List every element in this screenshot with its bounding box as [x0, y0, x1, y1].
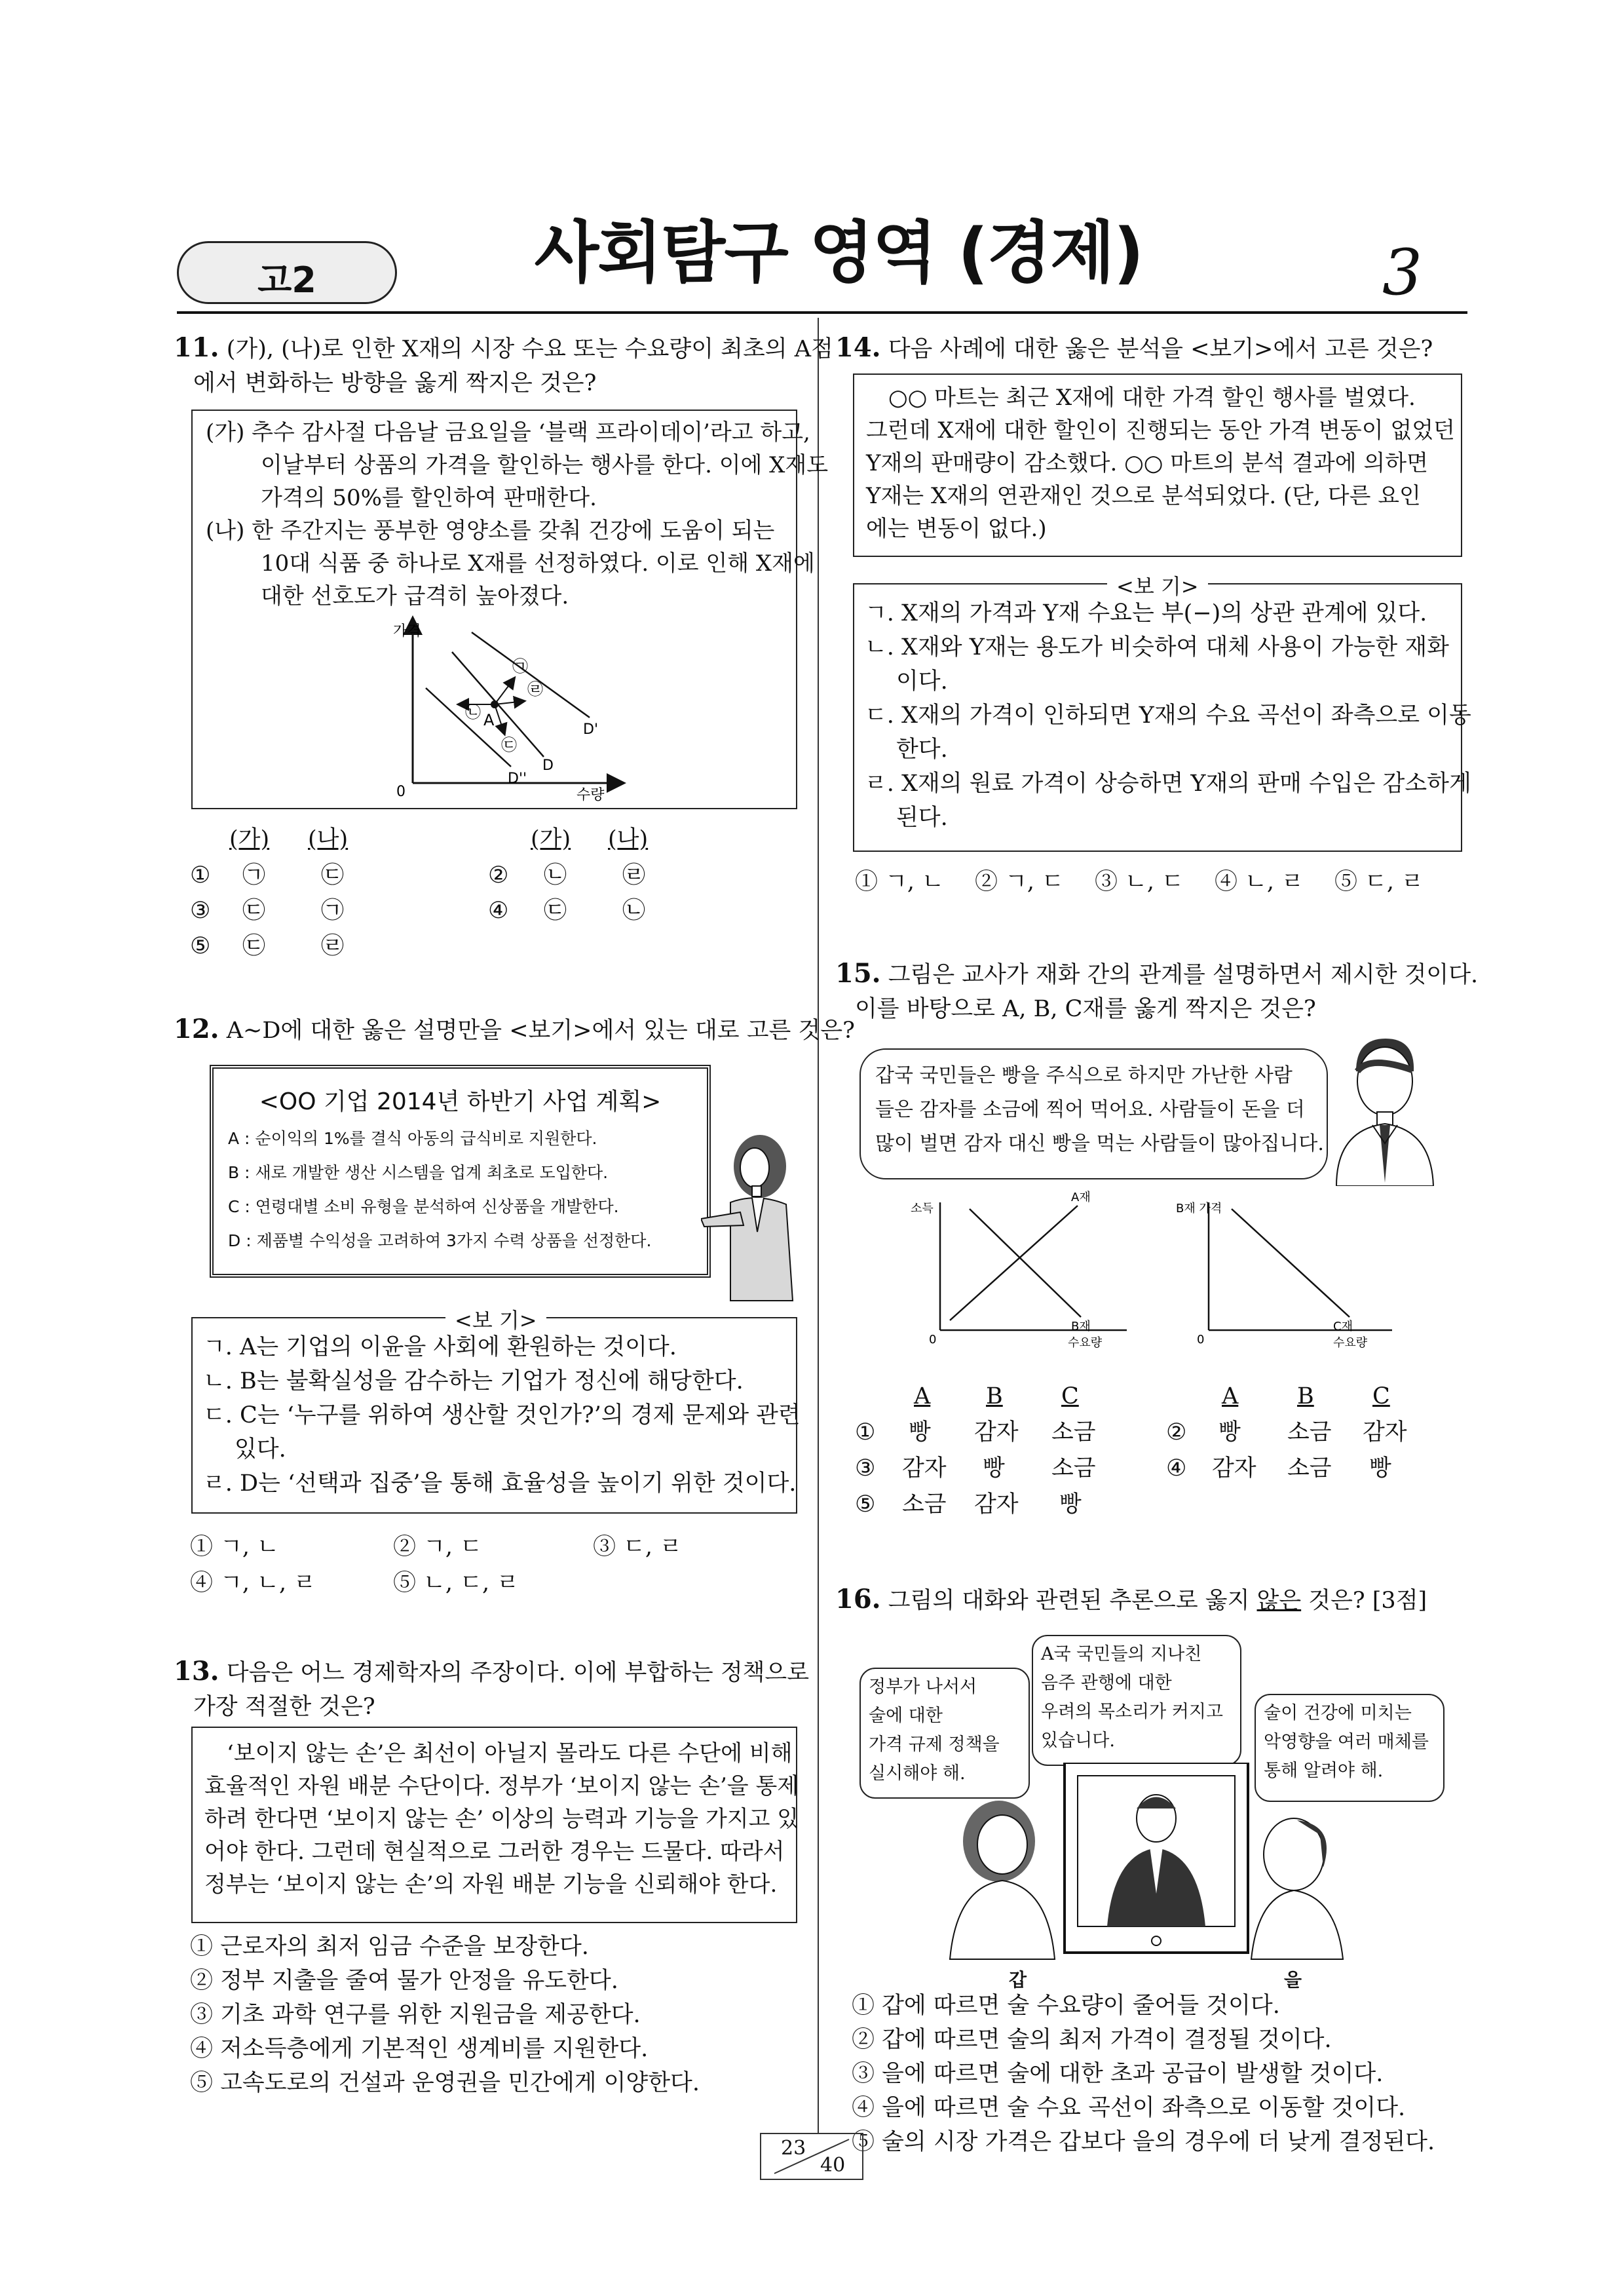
q16-bubble-news — [1032, 1635, 1241, 1766]
grade-label: 고2 — [257, 259, 316, 301]
q16-bubble-line: 술이 건강에 미치는 — [1264, 1703, 1412, 1723]
q14-number: 14. — [835, 332, 881, 363]
q14-case-line: 그런데 X재에 대한 할인이 진행되는 동안 가격 변동이 없었던 — [866, 417, 1455, 444]
q15-header: B — [1297, 1383, 1314, 1409]
q11-curve-label: D — [542, 757, 554, 774]
choice-value: ㉣ — [321, 933, 345, 959]
q16-bubble-line: 가격 규제 정책을 — [869, 1734, 1000, 1755]
q11-header-ga: (가) — [531, 826, 571, 852]
q11-ga-line: 이날부터 상품의 가격을 할인하는 행사를 한다. 이에 X재도 — [261, 452, 829, 478]
q16-number: 16. — [835, 1584, 881, 1615]
choice-value: 빵 — [1369, 1455, 1391, 1482]
q15-graph-price — [1176, 1183, 1418, 1353]
q15-g2-y-label: B재 가격 — [1176, 1202, 1222, 1215]
choice-value: ㉢ — [242, 933, 266, 959]
q16-choice[interactable]: ① 갑에 따르면 술 수요량이 줄어들 것이다. — [852, 1993, 1280, 2019]
q12-choice[interactable]: ④ ㄱ, ㄴ, ㄹ — [190, 1570, 316, 1596]
choice-value: ㉣ — [622, 862, 646, 889]
q15-choices — [855, 1379, 1464, 1530]
q12-choice[interactable]: ⑤ ㄴ, ㄷ, ㄹ — [393, 1570, 519, 1596]
q13-number: 13. — [174, 1656, 219, 1687]
choice-value: 빵 — [1059, 1491, 1082, 1518]
q16-bubble-line: A국 국민들의 지나친 — [1041, 1644, 1202, 1664]
person-gap — [950, 1801, 1055, 1959]
q15-g1-y-label: 소득 — [911, 1202, 934, 1215]
grade-badge — [177, 241, 397, 304]
q14-stem — [835, 331, 1464, 366]
q11-arrow-label: ㉠ — [512, 657, 528, 676]
choice-marker[interactable]: ③ — [855, 1455, 876, 1482]
q16-bubble-line: 음주 관행에 대한 — [1041, 1673, 1172, 1693]
choice-value: 소금 — [902, 1491, 947, 1518]
q13-choice[interactable]: ② 정부 지출을 줄여 물가 안정을 유도한다. — [190, 1968, 618, 1994]
q15-curve-c — [1232, 1209, 1350, 1317]
choice-value: ㉢ — [544, 898, 567, 924]
q16-choice[interactable]: ④ 을에 따르면 술 수요 곡선이 좌측으로 이동할 것이다. — [852, 2095, 1406, 2121]
q15-header: A — [1222, 1383, 1239, 1409]
choice-value: 감자 — [974, 1491, 1019, 1518]
choice-value: ㉡ — [544, 862, 567, 889]
choice-value: 소금 — [1051, 1419, 1096, 1445]
column-divider — [818, 318, 819, 2133]
q14-bogi-item: 된다. — [896, 805, 948, 831]
q12-board-item: A : 순이익의 1%를 결식 아동의 급식비로 지원한다. — [228, 1129, 597, 1148]
q12-board-item: C : 연령대별 소비 유형을 분석하여 신상품을 개발한다. — [228, 1197, 619, 1216]
q14-case-box — [853, 373, 1462, 557]
q14-choice[interactable]: ① ㄱ, ㄴ — [855, 869, 944, 895]
q15-bubble-line: 들은 감자를 소금에 찍어 먹어요. 사람들이 돈을 더 — [875, 1098, 1305, 1121]
q12-bogi-items — [203, 1330, 801, 1501]
q11-curve-label: D'' — [508, 771, 527, 787]
q14-bogi-items — [865, 596, 1471, 835]
q11-header-na: (나) — [608, 826, 649, 852]
q13-quote-box — [191, 1727, 797, 1923]
q16-label-gap: 갑 — [1009, 1969, 1027, 1991]
q16-tv-scene — [884, 1763, 1408, 1972]
q12-bogi-title: <보 기> — [445, 1308, 546, 1333]
q15-curve-b — [970, 1209, 1081, 1317]
choice-marker[interactable]: ② — [1166, 1419, 1187, 1445]
q14-choice[interactable]: ③ ㄴ, ㄷ — [1095, 869, 1184, 895]
choice-value: ㉢ — [242, 898, 266, 924]
choice-value: ㉠ — [321, 898, 345, 924]
person-eul — [1251, 1818, 1343, 1959]
header-rule — [177, 311, 1467, 314]
page-title: 사회탐구 영역 (경제) — [534, 214, 1143, 292]
q14-case-line: Y재는 X재의 연관재인 것으로 분석되었다. (단, 다른 요인 — [866, 483, 1421, 509]
q11-stem-line-2: 에서 변화하는 방향을 옳게 짝지은 것은? — [193, 370, 597, 396]
q13-choice[interactable]: ⑤ 고속도로의 건설과 운영권을 민간에게 이양한다. — [190, 2070, 700, 2096]
q11-na-line: (나) 한 주간지는 풍부한 영양소를 갖춰 건강에 도움이 되는 — [206, 518, 775, 544]
q11-header-na: (나) — [308, 826, 349, 852]
q15-header: C — [1061, 1383, 1079, 1409]
choice-marker[interactable]: ④ — [1166, 1455, 1187, 1482]
q11-arrow-2 — [495, 701, 524, 704]
q16-stem-pre: 그림의 대화와 관련된 추론으로 옳지 — [888, 1588, 1257, 1614]
q12-choice[interactable]: ③ ㄷ, ㄹ — [593, 1534, 682, 1560]
q12-plan-board — [210, 1065, 711, 1278]
q12-board-item: D : 제품별 수익성을 고려하여 3가지 수력 상품을 선정한다. — [228, 1231, 652, 1250]
q12-choice[interactable]: ① ㄱ, ㄴ — [190, 1534, 279, 1560]
q16-stem-underline: 않은 — [1256, 1588, 1302, 1614]
q15-graph-income — [904, 1183, 1153, 1353]
q14-bogi-item: ㄹ. X재의 원료 가격이 상승하면 Y재의 판매 수입은 감소하게 — [865, 771, 1471, 797]
q11-y-label: 가격 — [393, 623, 421, 640]
q15-g2-origin: 0 — [1197, 1333, 1205, 1347]
q16-choice[interactable]: ③ 을에 따르면 술에 대한 초과 공급이 발생할 것이다. — [852, 2061, 1384, 2087]
page-total: 40 — [820, 2154, 846, 2177]
q14-case-line: 에는 변동이 없다.) — [866, 516, 1047, 542]
q13-quote-line: 정부는 ‘보이지 않는 손’의 자원 배분 기능을 신뢰해야 한다. — [204, 1871, 778, 1898]
choice-value: 감자 — [902, 1455, 947, 1482]
q15-g1-x-label: 수요량 — [1068, 1336, 1103, 1350]
q15-stem-line-2: 이를 바탕으로 A, B, C재를 옳게 짝지은 것은? — [855, 996, 1316, 1022]
q13-quote-line: 효율적인 자원 배분 수단이다. 정부가 ‘보이지 않는 손’을 통제 — [204, 1773, 799, 1799]
q15-g1-origin: 0 — [929, 1333, 937, 1347]
q16-bubble-line: 실시해야 해. — [869, 1763, 966, 1784]
q16-bubble-line: 정부가 나서서 — [869, 1677, 977, 1697]
q12-bogi-item: 있다. — [235, 1436, 286, 1463]
q15-teacher-bubble — [859, 1048, 1328, 1179]
q12-bogi-item: ㄹ. D는 ‘선택과 집중’을 통해 효율성을 높이기 위한 것이다. — [203, 1470, 797, 1497]
page-counter — [760, 2133, 863, 2180]
q12-stem-text: A~D에 대한 옳은 설명만을 <보기>에서 있는 대로 고른 것은? — [226, 1018, 855, 1044]
q16-label-eul: 을 — [1284, 1969, 1302, 1991]
q15-number: 15. — [835, 958, 881, 989]
q14-choice[interactable]: ⑤ ㄷ, ㄹ — [1334, 869, 1424, 895]
q15-stem — [835, 957, 1479, 1026]
q11-stem-line-1: (가), (나)로 인한 X재의 시장 수요 또는 수요량이 최초의 A점 — [226, 336, 833, 362]
q15-bubble-line: 많이 벌면 감자 대신 빵을 먹는 사람들이 많아집니다. — [875, 1132, 1324, 1155]
page-current: 23 — [781, 2137, 806, 2160]
q14-choice[interactable]: ② ㄱ, ㄷ — [975, 869, 1064, 895]
q13-stem — [174, 1655, 810, 1724]
q11-ga-line: (가) 추수 감사절 다음날 금요일을 ‘블랙 프라이데이’라고 하고, — [206, 419, 810, 446]
q11-header-ga: (가) — [229, 826, 270, 852]
choice-value: 감자 — [1212, 1455, 1256, 1482]
q12-number: 12. — [174, 1014, 219, 1044]
q12-bogi-item: ㄴ. B는 불확실성을 감수하는 기업가 정신에 해당한다. — [203, 1368, 744, 1394]
q12-choice[interactable]: ② ㄱ, ㄷ — [393, 1534, 482, 1560]
q14-stem-text: 다음 사례에 대한 옳은 분석을 <보기>에서 고른 것은? — [888, 336, 1433, 362]
q14-bogi-item: ㄷ. X재의 가격이 인하되면 Y재의 수요 곡선이 좌측으로 이동 — [865, 702, 1471, 729]
choice-marker[interactable]: ① — [855, 1419, 876, 1445]
q11-stem — [174, 331, 833, 400]
q15-label-b: B재 — [1071, 1320, 1091, 1333]
choice-marker[interactable]: ⑤ — [190, 933, 211, 959]
q11-na-line: 대한 선호도가 급격히 높아졌다. — [261, 583, 569, 609]
q15-g2-x-label: 수요량 — [1333, 1336, 1368, 1350]
q11-point-label: A — [483, 711, 495, 729]
q14-bogi-item: 한다. — [896, 737, 948, 763]
q16-bubble-line: 술에 대한 — [869, 1706, 943, 1726]
choice-marker[interactable]: ⑤ — [855, 1491, 876, 1518]
q11-arrow-1 — [495, 678, 514, 704]
presenter-illustration — [701, 1127, 806, 1304]
q15-stem-line-1: 그림은 교사가 재화 간의 관계를 설명하면서 제시한 것이다. — [888, 962, 1479, 988]
q16-choices — [852, 1989, 1464, 2159]
q11-curve-label: D' — [583, 721, 598, 738]
q14-bogi-item: ㄴ. X재와 Y재는 용도가 비슷하여 대체 사용이 가능한 재화 — [865, 634, 1449, 660]
choice-value: 감자 — [1363, 1419, 1407, 1445]
q16-bubble-line: 있습니다. — [1041, 1731, 1115, 1751]
choice-value: 빵 — [983, 1455, 1005, 1482]
q12-bogi-item: ㄱ. A는 기업의 이윤을 사회에 환원하는 것이다. — [203, 1334, 677, 1360]
q16-bubble-line: 우려의 목소리가 커지고 — [1041, 1702, 1223, 1722]
q13-choice[interactable]: ③ 기초 과학 연구를 위한 지원금을 제공한다. — [190, 2002, 641, 2028]
q16-stem — [835, 1582, 1464, 1618]
choice-value: ㉠ — [242, 862, 266, 889]
q16-bubble-line: 통해 알려야 해. — [1264, 1761, 1384, 1781]
q14-bogi-title: <보 기> — [1107, 574, 1208, 599]
q13-quote-line: 하려 한다면 ‘보이지 않는 손’ 이상의 능력과 기능을 가지고 있 — [204, 1806, 799, 1832]
q15-header: C — [1372, 1383, 1390, 1409]
q11-arrow-4 — [495, 704, 504, 734]
q11-choices — [190, 858, 793, 965]
q15-bubble-line: 갑국 국민들은 빵을 주식으로 하지만 가난한 사람 — [875, 1064, 1293, 1087]
q13-choices — [190, 1930, 799, 2100]
choice-value: ㉢ — [321, 862, 345, 889]
choice-value: 빵 — [909, 1419, 931, 1445]
q13-stem-line-1: 다음은 어느 경제학자의 주장이다. 이에 부합하는 정책으로 — [226, 1660, 810, 1686]
choice-marker[interactable]: ④ — [488, 898, 509, 924]
q11-na-line: 10대 식품 중 하나로 X재를 선정하였다. 이로 인해 X재에 — [261, 550, 815, 577]
q16-stem-post: 것은? [3점] — [1301, 1588, 1427, 1614]
q14-case-line: ○○ 마트는 최근 X재에 대한 가격 할인 행사를 벌였다. — [888, 385, 1416, 411]
choice-value: 감자 — [974, 1419, 1019, 1445]
q13-quote-line: 어야 한다. 그런데 현실적으로 그러한 경우는 드물다. 따라서 — [204, 1839, 785, 1865]
q16-bubble-line: 악영향을 여러 매체를 — [1264, 1732, 1429, 1752]
choice-marker[interactable]: ③ — [190, 898, 211, 924]
page-number: 3 — [1382, 236, 1423, 309]
q16-choice[interactable]: ⑤ 술의 시장 가격은 갑보다 을의 경우에 더 낮게 결정된다. — [852, 2129, 1435, 2155]
choice-marker[interactable]: ① — [190, 862, 211, 889]
q15-header: A — [914, 1383, 931, 1409]
q11-arrow-label: ㉡ — [465, 703, 481, 721]
q13-choice[interactable]: ① 근로자의 최저 임금 수준을 보장한다. — [190, 1934, 589, 1960]
q13-choice[interactable]: ④ 저소득층에게 기본적인 생계비를 지원한다. — [190, 2036, 649, 2062]
q11-number: 11. — [174, 332, 219, 363]
q14-choice[interactable]: ④ ㄴ, ㄹ — [1215, 869, 1304, 895]
choice-value: 소금 — [1051, 1455, 1096, 1482]
q12-bogi-item: ㄷ. C는 ‘누구를 위하여 생산할 것인가?’의 경제 문제와 관련 — [203, 1402, 801, 1428]
q11-arrow-label: ㉢ — [501, 736, 517, 754]
q15-label-c: C재 — [1333, 1320, 1353, 1333]
q15-header: B — [986, 1383, 1003, 1409]
q13-quote-line: ‘보이지 않는 손’은 최선이 아닐지 몰라도 다른 수단에 비해 — [227, 1740, 793, 1767]
q11-demand-graph — [367, 606, 642, 803]
choice-value: 빵 — [1218, 1419, 1241, 1445]
q15-label-a: A재 — [1071, 1191, 1091, 1204]
q11-ga-line: 가격의 50%를 할인하여 판매한다. — [261, 485, 597, 511]
q12-board-title: <OO 기업 2014년 하반기 사업 계획> — [259, 1088, 662, 1115]
q11-origin: 0 — [396, 784, 406, 800]
q13-stem-line-2: 가장 적절한 것은? — [193, 1694, 375, 1720]
tv-set — [1065, 1763, 1248, 1953]
choice-value: ㉡ — [622, 898, 646, 924]
q12-stem — [174, 1012, 855, 1048]
choice-value: 소금 — [1287, 1455, 1332, 1482]
choice-marker[interactable]: ② — [488, 862, 509, 889]
q11-x-label: 수량 — [576, 787, 605, 803]
q14-case-line: Y재의 판매량이 감소했다. ○○ 마트의 분석 결과에 의하면 — [866, 450, 1428, 476]
q15-curve-a — [950, 1206, 1078, 1320]
teacher-illustration — [1317, 1032, 1441, 1186]
choice-value: 소금 — [1287, 1419, 1332, 1445]
q11-arrow-label: ㉣ — [527, 680, 543, 698]
q14-bogi-item: 이다. — [896, 668, 948, 695]
q12-board-item: B : 새로 개발한 생산 시스템을 업계 최초로 도입한다. — [228, 1163, 609, 1182]
q14-bogi-item: ㄱ. X재의 가격과 Y재 수요는 부(−)의 상관 관계에 있다. — [865, 600, 1427, 626]
q16-choice[interactable]: ② 갑에 따르면 술의 최저 가격이 결정될 것이다. — [852, 2027, 1332, 2053]
